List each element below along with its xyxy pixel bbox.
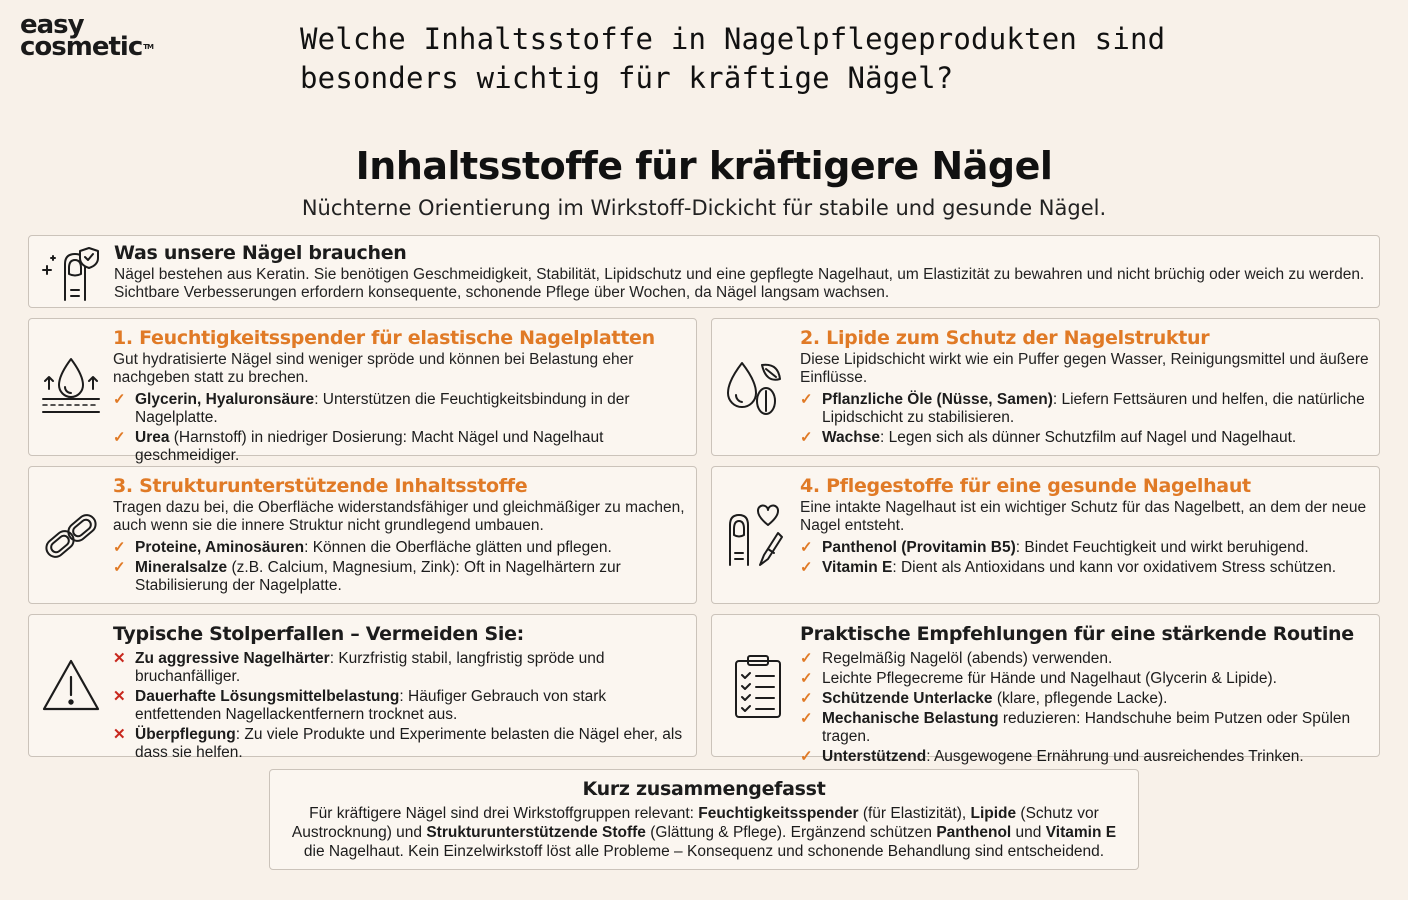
question-heading: Welche Inhaltsstoffe in Nagelpflegeprodukten sind besonders wichtig für kräftige Nägel? xyxy=(300,22,1166,95)
logo-line-1: easy xyxy=(20,10,84,40)
card-4-heading: 4. Pflegestoffe für eine gesunde Nagelhaut xyxy=(800,475,1251,497)
card-1-text: Gut hydratisierte Nägel sind weniger spröde und können bei Belastung eher nachgeben statt zu brechen. xyxy=(113,351,634,386)
check-icon: ✓ xyxy=(800,391,813,408)
check-icon: ✓ xyxy=(800,748,813,765)
card-1-list xyxy=(113,391,693,465)
routine-heading: Praktische Empfehlungen für eine stärkende Routine xyxy=(800,623,1354,645)
chain-link-icon xyxy=(41,507,101,567)
list-item: ✓ Glycerin, Hyaluronsäure: Unterstützen die Feuchtigkeitsbindung in der Nagelplatte. xyxy=(113,391,630,426)
list-item: ✓ Mineralsalze (z.B. Calcium, Magnesium, Zink): Oft in Nagelhärtern zur Stabilisierung der Nagelplatte. xyxy=(113,559,621,594)
card-cuticle xyxy=(711,466,1380,604)
check-icon: ✓ xyxy=(800,710,813,727)
routine-card xyxy=(711,614,1380,765)
card-humectants xyxy=(28,318,697,464)
card-2-text: Diese Lipidschicht wirkt wie ein Puffer gegen Wasser, Reinigungsmittel und äußere Einflüsse. xyxy=(800,351,1369,386)
cross-icon: ✕ xyxy=(113,726,126,743)
check-icon: ✓ xyxy=(113,559,126,576)
list-item: ✓ Vitamin E: Dient als Antioxidans und kann vor oxidativem Stress schützen. xyxy=(800,559,1337,576)
summary-heading: Kurz zusammengefasst xyxy=(582,778,826,800)
clipboard-checklist-icon xyxy=(732,653,784,719)
nail-heart-brush-icon xyxy=(724,503,788,569)
list-item: ✕ Dauerhafte Lösungsmittelbelastung: Häufiger Gebrauch von stark entfettenden Nagellackentfernern trocknet aus. xyxy=(113,688,607,723)
card-2-heading: 2. Lipide zum Schutz der Nagelstruktur xyxy=(800,327,1210,349)
card-2-list xyxy=(800,391,1376,447)
list-item: ✓ Urea (Harnstoff) in niedriger Dosierung: Macht Nägel und Nagelhaut geschmeidiger. xyxy=(113,429,604,464)
warning-triangle-icon xyxy=(41,657,101,715)
cross-icon: ✕ xyxy=(113,650,126,667)
pitfalls-heading: Typische Stolperfallen – Vermeiden Sie: xyxy=(113,623,524,645)
list-item: ✓ Panthenol (Provitamin B5): Bindet Feuchtigkeit und wirkt beruhigend. xyxy=(800,539,1309,556)
list-item: ✓ Unterstützend: Ausgewogene Ernährung und ausreichendes Trinken. xyxy=(800,748,1304,765)
check-icon: ✓ xyxy=(800,690,813,707)
check-icon: ✓ xyxy=(113,539,126,556)
list-item: ✓ Pflanzliche Öle (Nüsse, Samen): Liefern Fettsäuren und helfen, die natürliche Lipidschicht zu stabilisieren. xyxy=(800,391,1365,426)
list-item: ✓ Leichte Pflegecreme für Hände und Nagelhaut (Glycerin & Lipide). xyxy=(800,670,1277,687)
list-item: ✕ Zu aggressive Nagelhärter: Kurzfristig stabil, langfristig spröde und bruchanfälliger. xyxy=(113,650,605,685)
check-icon: ✓ xyxy=(113,429,126,446)
check-icon: ✓ xyxy=(800,670,813,687)
list-item: ✕ Überpflegung: Zu viele Produkte und Experimente belasten die Nägel eher, als dass sie helfen. xyxy=(113,726,683,761)
water-drop-icon xyxy=(39,355,103,419)
logo-line-2: cosmetic™ xyxy=(20,32,153,62)
check-icon: ✓ xyxy=(800,539,813,556)
card-3-text: Tragen dazu bei, die Oberfläche widerstandsfähiger und gleichmäßiger zu machen, auch wenn sie die innere Struktur nicht grundlegend umbauen. xyxy=(113,499,685,534)
card-4-text: Eine intakte Nagelhaut ist ein wichtiger Schutz für das Nagelbett, an dem der neue Nagel entsteht. xyxy=(800,499,1367,534)
pitfalls-list xyxy=(113,650,693,762)
nail-shield-icon xyxy=(39,242,105,304)
card-structure xyxy=(28,466,697,604)
intro-card xyxy=(28,235,1380,308)
check-icon: ✓ xyxy=(800,559,813,576)
card-1-heading: 1. Feuchtigkeitsspender für elastische Nagelplatten xyxy=(113,327,655,349)
list-item: ✓ Schützende Unterlacke (klare, pflegende Lacke). xyxy=(800,690,1168,707)
intro-heading: Was unsere Nägel brauchen xyxy=(114,242,407,264)
page-title: Inhaltsstoffe für kräftigere Nägel xyxy=(355,144,1053,188)
card-4-list xyxy=(800,539,1376,577)
check-icon: ✓ xyxy=(800,650,813,667)
cross-icon: ✕ xyxy=(113,688,126,705)
summary-text: Für kräftigere Nägel sind drei Wirkstoffgruppen relevant: Feuchtigkeitsspender (für Elastizität), Lipide (Schutz vor Austrocknung) und Strukturunterstützende Stoffe (Glättung & Pflege). Ergänzend schützen Panthenol und Vitamin E die Nagelhaut. Kein Einzelwirkstoff löst alle Probleme – Konsequenz und schonende Behandlung sind entscheidend. xyxy=(291,805,1117,860)
check-icon: ✓ xyxy=(113,391,126,408)
pitfalls-card xyxy=(28,614,697,761)
page-subtitle: Nüchterne Orientierung im Wirkstoff-Dickicht für stabile und gesunde Nägel. xyxy=(301,196,1107,220)
brand-logo xyxy=(20,10,153,62)
summary-box xyxy=(269,769,1139,870)
list-item: ✓ Mechanische Belastung reduzieren: Handschuhe beim Putzen oder Spülen tragen. xyxy=(800,710,1351,745)
intro-text: Nägel bestehen aus Keratin. Sie benötigen Geschmeidigkeit, Stabilität, Lipidschutz und eine gepflegte Nagelhaut, um Elastizität zu bewahren und nicht brüchig oder weich zu werden. Sichtbare Verbesserungen erfordern konsequente, schonende Pflege über Wochen, da Nägel langsam wachsen. xyxy=(114,266,1365,301)
list-item: ✓ Regelmäßig Nagelöl (abends) verwenden. xyxy=(800,650,1113,667)
card-3-list xyxy=(113,539,693,595)
routine-list xyxy=(800,650,1376,766)
card-3-heading: 3. Strukturunterstützende Inhaltsstoffe xyxy=(113,475,528,497)
check-icon: ✓ xyxy=(800,429,813,446)
oil-drops-leaf-icon xyxy=(722,355,788,419)
list-item: ✓ Proteine, Aminosäuren: Können die Oberfläche glätten und pflegen. xyxy=(113,539,612,556)
card-lipids xyxy=(711,318,1380,456)
list-item: ✓ Wachse: Legen sich als dünner Schutzfilm auf Nagel und Nagelhaut. xyxy=(800,429,1297,446)
